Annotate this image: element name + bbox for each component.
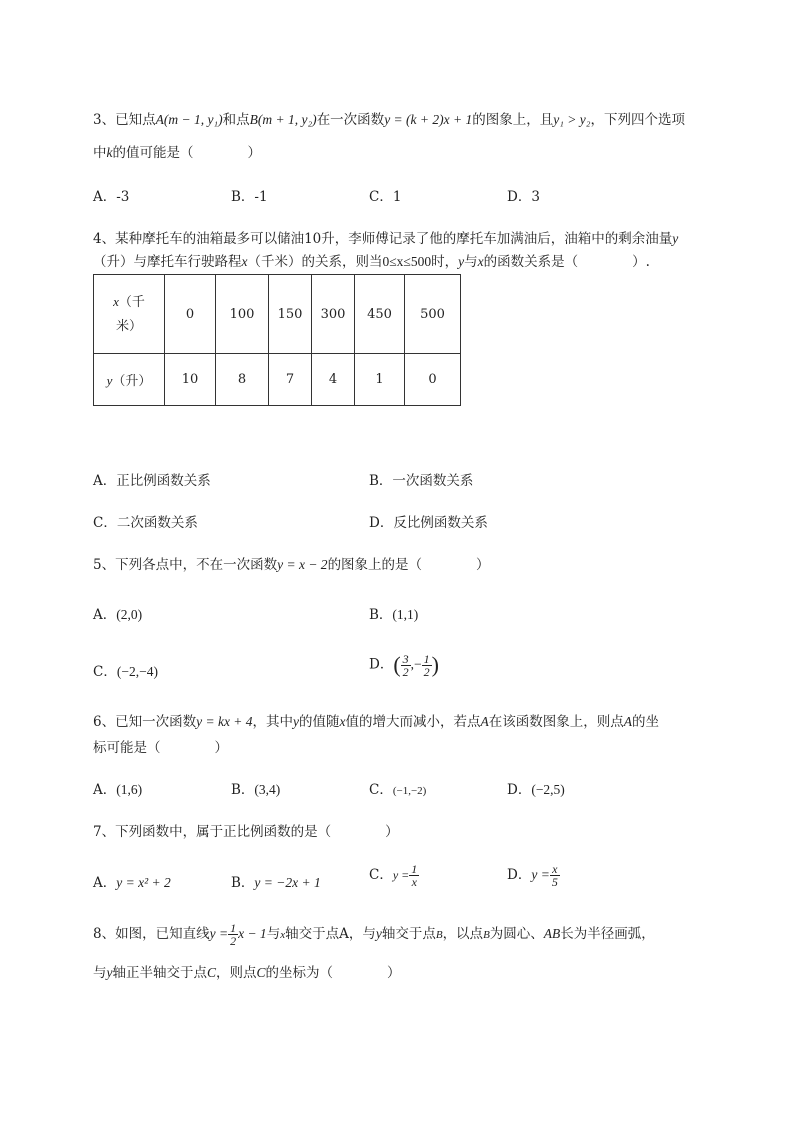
var-b: B (483, 929, 490, 941)
table-header-x (94, 275, 165, 354)
option-letter: D． (507, 782, 532, 798)
q4-text: 时， (431, 254, 459, 270)
q4-line1 (93, 227, 678, 247)
q6-option-c[interactable] (369, 778, 426, 798)
option-value: (1,1) (392, 607, 419, 622)
q6-option-b[interactable] (231, 778, 280, 798)
numerator: 1 (423, 651, 430, 666)
denominator: 5 (551, 875, 558, 889)
q3-line1 (93, 108, 685, 128)
q5-option-d[interactable] (369, 652, 439, 678)
q4-text: 与 (464, 254, 478, 270)
q4-option-b[interactable]: B．一次函数关系 (369, 473, 474, 489)
q6-line2: 标可能是（ ） (93, 740, 228, 756)
q4-line2 (93, 250, 650, 270)
q8-text: 8、如图，已知直线 (93, 926, 210, 942)
q3-option-c[interactable]: C．1 (369, 189, 402, 205)
option-value: (−2,5) (531, 782, 565, 797)
q4-text: 4、某种摩托车的油箱最多可以储油10升，李师傅记录了他的摩托车加满油后，油箱中的剩余油量 (93, 231, 673, 247)
table-cell: 150 (269, 275, 312, 354)
option-letter: C． (369, 782, 393, 798)
numerator: 3 (402, 651, 409, 666)
separator: ,− (410, 656, 422, 672)
linear-function: y = x − 2 (277, 557, 328, 572)
condition: y₁ > y₂ (553, 112, 591, 127)
header-text: 米） (115, 318, 142, 334)
fraction (550, 863, 560, 888)
function-prefix: y = (209, 926, 229, 941)
var-a: A (480, 714, 489, 729)
q8-text: 轴交于点A，与 (285, 926, 376, 942)
q8-text: 与 (266, 926, 281, 942)
numerator: x (550, 863, 560, 876)
denominator: 2 (230, 934, 237, 948)
table-cell: 500 (405, 275, 461, 354)
data-table (93, 274, 461, 406)
fraction (401, 653, 411, 678)
var-y: y (106, 373, 113, 388)
point-b: B(m + 1, y₂) (249, 112, 317, 127)
q6-line1 (93, 710, 659, 730)
var-y: y (293, 714, 300, 729)
table-cell: 8 (216, 354, 269, 406)
table-cell: 0 (165, 275, 216, 354)
range: 0≤x≤500 (382, 254, 432, 269)
q8-text: 的坐标为（ ） (265, 965, 401, 981)
var-y: y (458, 254, 465, 269)
table-row (94, 275, 461, 354)
q7-option-b[interactable] (231, 871, 321, 891)
var-x: x (113, 293, 119, 309)
var-a: A (623, 714, 633, 729)
q6-text: 的坐 (632, 714, 660, 730)
option-letter: A． (93, 782, 117, 798)
point-a: A(m − 1, y₁) (155, 112, 223, 127)
paren-open: ( (393, 652, 401, 677)
option-value: y = (531, 867, 550, 882)
header-text: （升） (112, 374, 152, 389)
table-cell: 1 (355, 354, 405, 406)
function-suffix: x − 1 (238, 926, 267, 941)
option-letter: A． (93, 875, 117, 891)
table-cell: 100 (216, 275, 269, 354)
q3-text: 的图象上，且 (472, 112, 554, 128)
q8-text: 长为半径画弧， (560, 926, 655, 942)
option-letter: A． (93, 607, 117, 623)
q8-text: 为圆心、 (489, 926, 544, 942)
q6-text: 的值随 (299, 714, 340, 730)
fraction (409, 863, 419, 888)
q4-option-c[interactable]: C．二次函数关系 (93, 515, 198, 531)
option-value: (2,0) (116, 607, 143, 622)
numerator: 1 (230, 921, 237, 935)
option-value: (−2,−4) (116, 664, 158, 679)
option-letter: B． (369, 607, 393, 623)
q6-option-a[interactable] (93, 778, 142, 798)
fraction (228, 922, 238, 947)
q5-option-c[interactable] (93, 660, 158, 680)
q8-line1 (93, 922, 655, 947)
q8-text: 轴交于点 (381, 926, 436, 942)
q6-text: ，其中 (252, 714, 294, 730)
q3-option-a[interactable]: A．-3 (93, 189, 130, 205)
var-c: C (207, 965, 217, 980)
table-cell: 300 (312, 275, 355, 354)
q3-line2 (93, 141, 261, 161)
var-ab: AB (543, 926, 561, 941)
q4-text: （千米）的关系，则当 (247, 254, 383, 270)
var-y: y (672, 231, 679, 246)
q6-option-d[interactable] (507, 778, 565, 798)
var-b: B (435, 929, 443, 941)
q5-option-b[interactable] (369, 603, 418, 623)
table-cell: 7 (269, 354, 312, 406)
option-letter: C． (93, 664, 117, 680)
var-k: k (106, 145, 113, 160)
q7-option-d[interactable] (507, 863, 560, 888)
option-letter: D． (369, 656, 394, 673)
option-value: (3,4) (254, 782, 281, 797)
option-value: (1,6) (116, 782, 143, 797)
linear-function: y = kx + 4 (196, 714, 253, 729)
var-c: C (256, 965, 266, 980)
q7-option-c[interactable] (369, 863, 419, 888)
q4-text: （升）与摩托车行驶路程 (93, 254, 242, 270)
option-letter: B． (231, 875, 255, 891)
q4-option-d[interactable]: D．反比例函数关系 (369, 515, 488, 531)
option-value: y = −2x + 1 (254, 875, 321, 890)
q8-text: ，以点 (442, 926, 484, 942)
denominator: 2 (402, 664, 409, 679)
table-cell: 450 (355, 275, 405, 354)
header-text: （千 (118, 294, 145, 310)
table-header-y (94, 354, 165, 406)
q3-text: 中 (93, 145, 107, 161)
q8-line2 (93, 961, 401, 981)
table-cell: 0 (405, 354, 461, 406)
table-row (94, 354, 461, 406)
q6-text: 值的增大而减小，若点 (345, 714, 481, 730)
q4-option-a[interactable]: A．正比例函数关系 (93, 473, 211, 489)
option-value: y = (392, 868, 410, 882)
q5-option-a[interactable] (93, 603, 142, 623)
table-cell: 4 (312, 354, 355, 406)
q7-option-a[interactable] (93, 871, 171, 891)
option-value: y = x² + 2 (116, 875, 171, 890)
var-x: x (280, 929, 286, 941)
var-x: x (241, 254, 248, 269)
var-y: y (106, 965, 113, 980)
var-y: y (375, 926, 382, 941)
q7-line: 7、下列函数中，属于正比例函数的是（ ） (93, 824, 399, 840)
q3-text: 在一次函数 (316, 112, 385, 128)
option-letter: D． (507, 867, 532, 883)
var-x: x (477, 254, 484, 269)
q6-text: 6、已知一次函数 (93, 714, 197, 730)
q3-option-b[interactable]: B．-1 (231, 189, 268, 205)
q5-text: 的图象上的是（ ） (327, 557, 490, 573)
q6-text: 在该函数图象上，则点 (488, 714, 624, 730)
denominator: x (411, 875, 417, 889)
q4-text: 的函数关系是（ ）. (483, 254, 650, 270)
q3-text: 和点 (222, 112, 250, 128)
option-value: (−1,−2) (392, 785, 427, 797)
fraction (422, 653, 432, 678)
option-letter: B． (231, 782, 255, 798)
q8-text: 轴正半轴交于点 (112, 965, 207, 981)
q3-option-d[interactable]: D．3 (507, 189, 540, 205)
paren-close: ) (431, 652, 439, 677)
table-cell: 10 (165, 354, 216, 406)
q3-text: ，下列四个选项 (590, 112, 685, 128)
q8-text: ，则点 (216, 965, 257, 981)
option-letter: C． (369, 867, 393, 883)
q3-text: 的值可能是（ ） (112, 145, 261, 161)
linear-function: y = (k + 2)x + 1 (384, 112, 473, 127)
numerator: 1 (411, 862, 418, 876)
denominator: 2 (423, 664, 430, 679)
q3-text: 3、已知点 (93, 112, 156, 128)
q8-text: 与 (93, 965, 107, 981)
q5-text: 5、下列各点中，不在一次函数 (93, 557, 278, 573)
var-x: x (339, 714, 346, 729)
q5-line (93, 553, 490, 573)
